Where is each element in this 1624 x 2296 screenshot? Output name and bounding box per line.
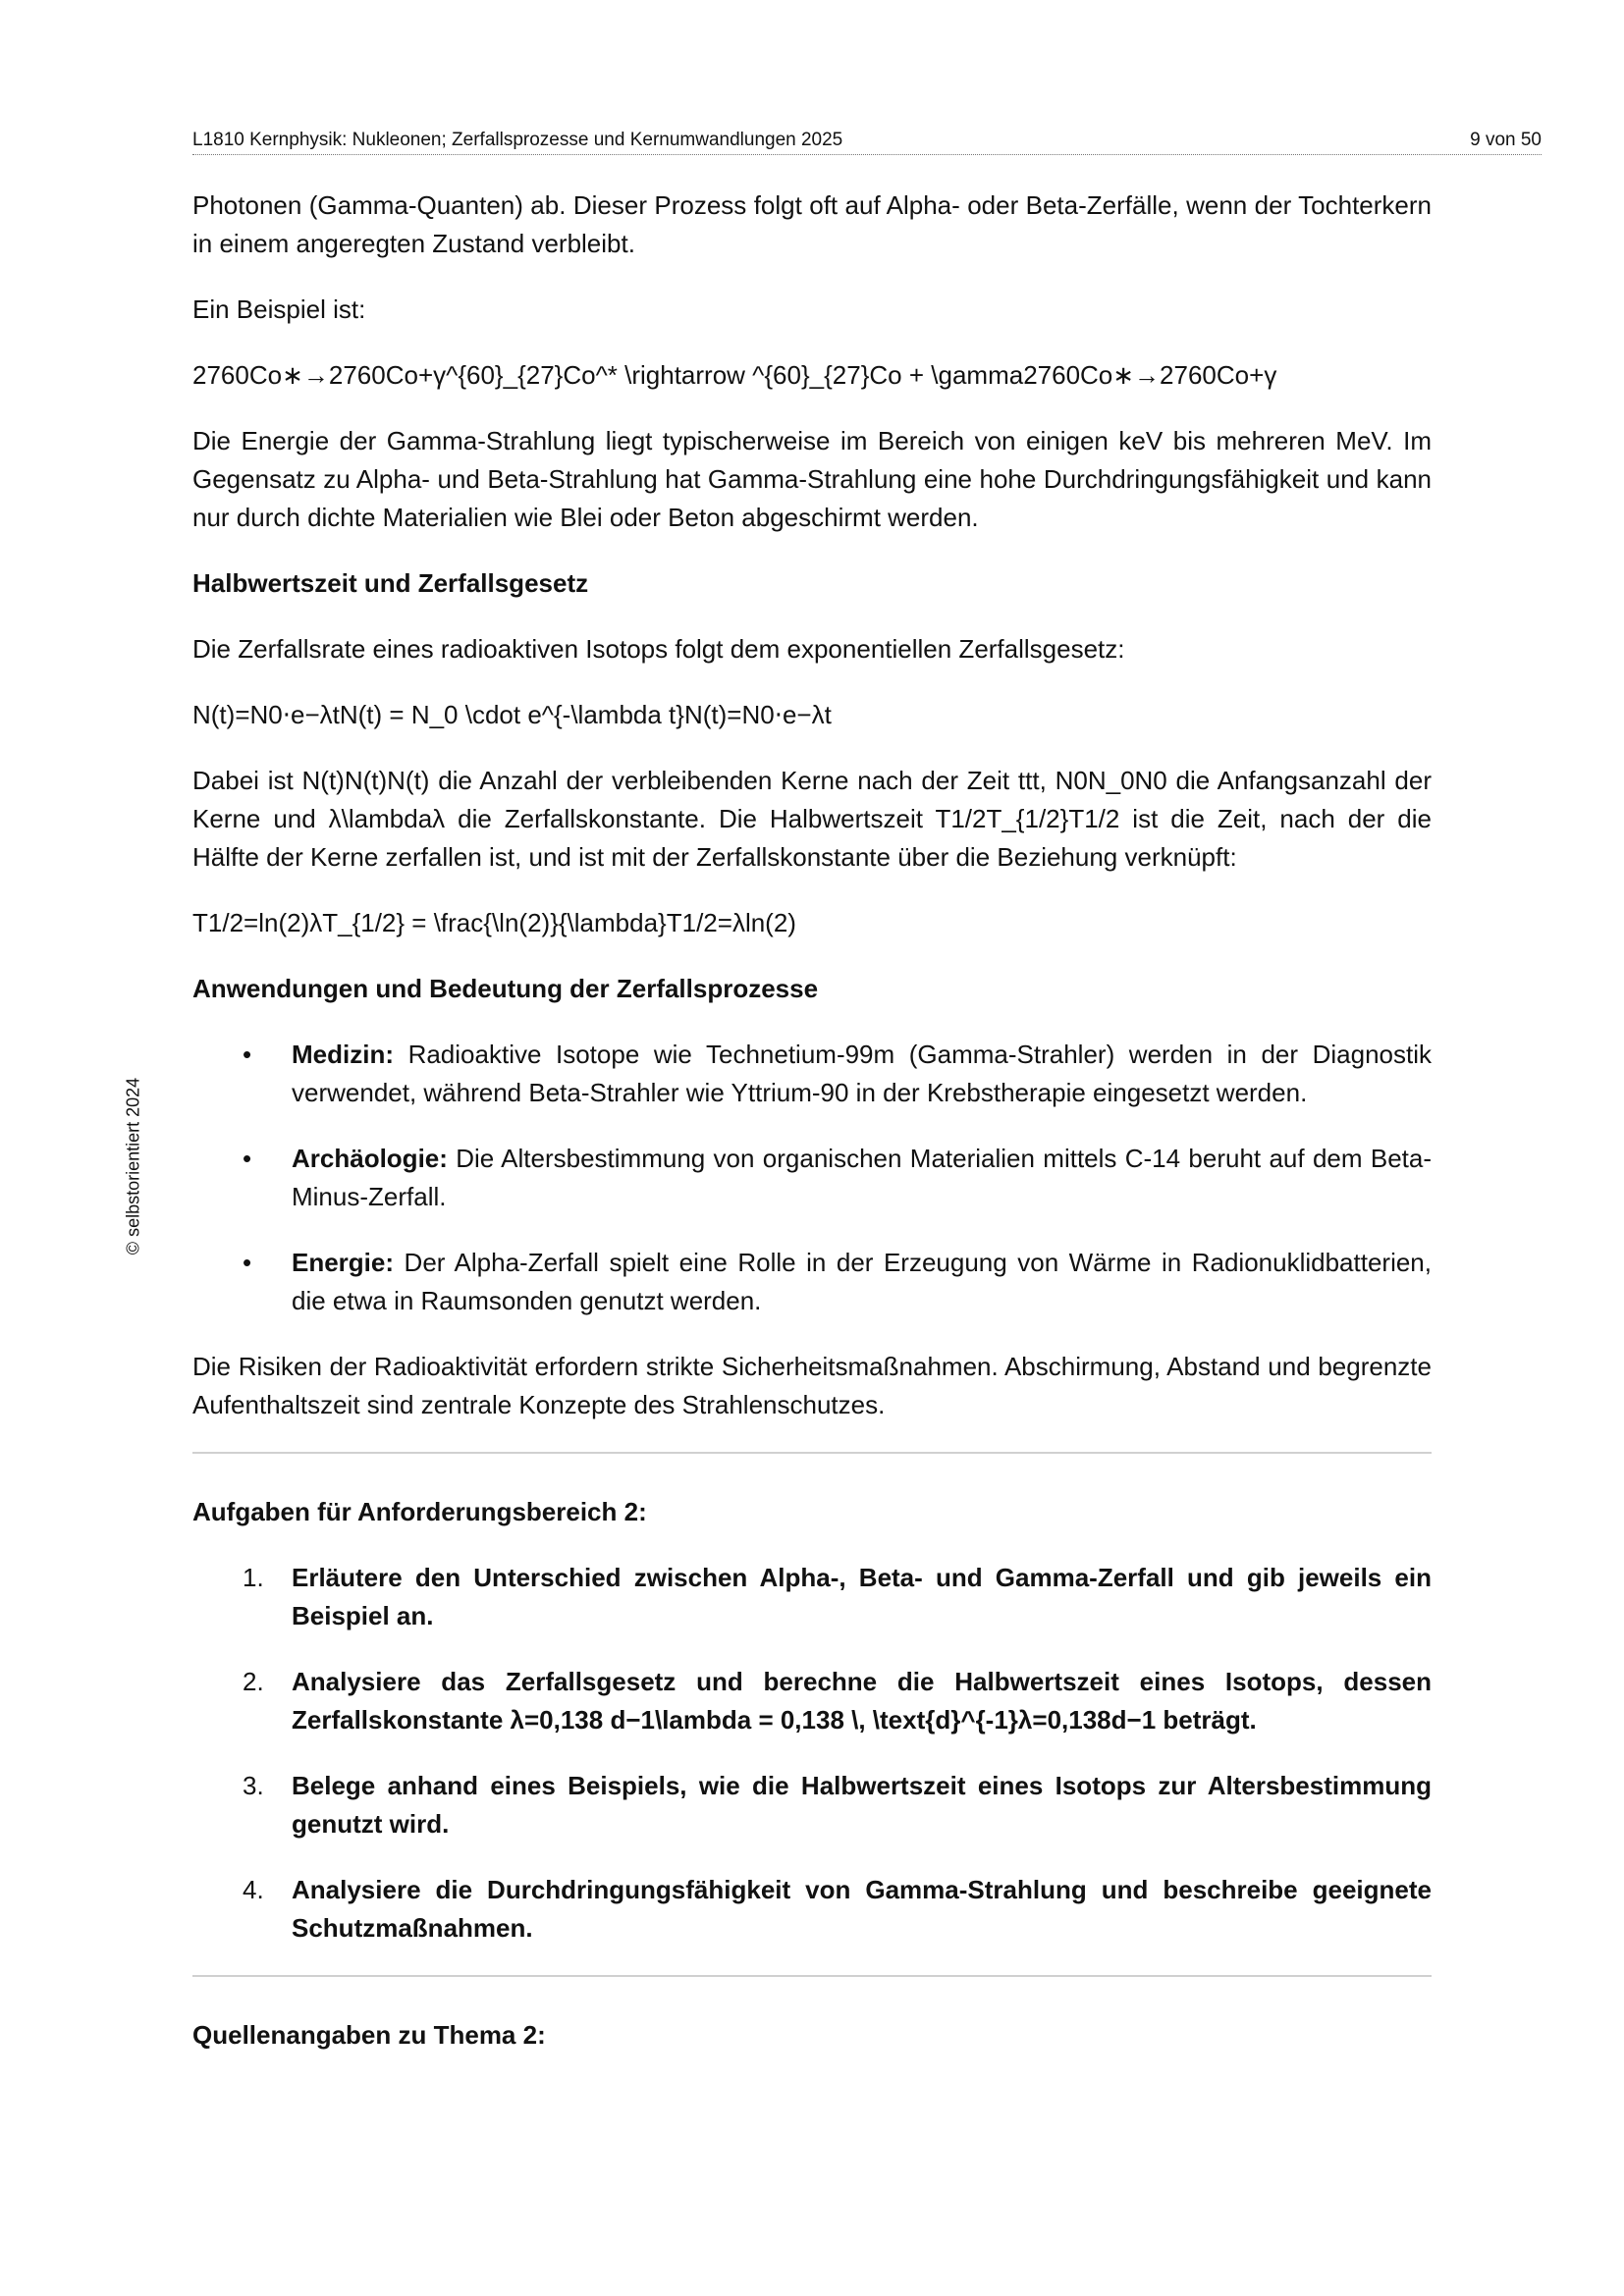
list-item — [192, 1244, 1432, 1320]
paragraph-example-label: Ein Beispiel ist: — [192, 294, 366, 324]
paragraph-decay-law-explanation: Dabei ist N(t)N(t)N(t) die Anzahl der verbleibenden Kerne nach der Zeit ttt, N0N_0N0 die Anfangsanzahl der Kerne und λ\lambdaλ die Zerfallskonstante. Die Halbwertszeit T1/2T_{1/2}T1/2 ist die Zeit, nach der die Hälfte der Kerne zerfallen ist, und ist mit der Zerfallskonstante über die Beziehung verknüpft: — [192, 766, 1432, 872]
task-item — [192, 1663, 1432, 1739]
formula-gamma-decay: 2760Co∗→2760Co+γ^{60}_{27}Co^* \rightarrow ^{60}_{27}Co + \gamma2760Co∗→2760Co+γ — [192, 360, 1277, 390]
page-content — [192, 187, 1432, 2082]
list-item-text: Radioaktive Isotope wie Technetium-99m (Gamma-Strahler) werden in der Diagnostik verwendet, während Beta-Strahler wie Yttrium-90 in der Krebstherapie eingesetzt werden. — [292, 1040, 1432, 1107]
formula-decay-law: N(t)=N0⋅e−λtN(t) = N_0 \cdot e^{-\lambda t}N(t)=N0⋅e−λt — [192, 700, 832, 729]
list-item-label: Medizin: — [292, 1040, 394, 1069]
bullet-icon: • — [243, 1248, 252, 1277]
task-number: 4. — [243, 1875, 264, 1904]
list-item-text: Die Altersbestimmung von organischen Materialien mittels C-14 beruht auf dem Beta-Minus-Zerfall. — [292, 1144, 1432, 1211]
task-item — [192, 1559, 1432, 1635]
applications-list — [192, 1036, 1432, 1320]
heading-half-life: Halbwertszeit und Zerfallsgesetz — [192, 568, 589, 598]
list-item-label: Energie: — [292, 1248, 395, 1277]
section-divider — [192, 1975, 1432, 1977]
header-title: L1810 Kernphysik: Nukleonen; Zerfallsprozesse und Kernumwandlungen 2025 — [192, 130, 843, 150]
tasks-list — [192, 1559, 1432, 1948]
task-number: 2. — [243, 1667, 264, 1696]
task-item — [192, 1871, 1432, 1948]
task-item — [192, 1767, 1432, 1843]
list-item — [192, 1036, 1432, 1112]
bullet-icon: • — [243, 1144, 252, 1173]
bullet-icon: • — [243, 1040, 252, 1069]
paragraph-gamma-energy: Die Energie der Gamma-Strahlung liegt typischerweise im Bereich von einigen keV bis mehreren MeV. Im Gegensatz zu Alpha- und Beta-Strahlung hat Gamma-Strahlung eine hohe Durchdringungsfähigkeit und kann nur durch dichte Materialien wie Blei oder Beton abgeschirmt werden. — [192, 426, 1432, 532]
heading-sources: Quellenangaben zu Thema 2: — [192, 2020, 546, 2050]
copyright-note: © selbstorientiert 2024 — [123, 1077, 143, 1255]
heading-applications: Anwendungen und Bedeutung der Zerfallsprozesse — [192, 974, 819, 1003]
list-item-text: Der Alpha-Zerfall spielt eine Rolle in der Erzeugung von Wärme in Radionuklidbatterien, die etwa in Raumsonden genutzt werden. — [292, 1248, 1432, 1315]
paragraph-gamma-intro: Photonen (Gamma-Quanten) ab. Dieser Prozess folgt oft auf Alpha- oder Beta-Zerfälle, wenn der Tochterkern in einem angeregten Zustand verbleibt. — [192, 190, 1432, 258]
task-number: 1. — [243, 1563, 264, 1592]
page-number: 9 von 50 — [1470, 130, 1542, 150]
task-number: 3. — [243, 1771, 264, 1800]
task-text: Analysiere das Zerfallsgesetz und berechne die Halbwertszeit eines Isotops, dessen Zerfallskonstante λ=0,138 d−1\lambda = 0,138 \, \text{d}^{-1}λ=0,138d−1 beträgt. — [292, 1667, 1432, 1735]
task-text: Erläutere den Unterschied zwischen Alpha-, Beta- und Gamma-Zerfall und gib jeweils ein Beispiel an. — [292, 1563, 1432, 1630]
heading-tasks: Aufgaben für Anforderungsbereich 2: — [192, 1497, 647, 1526]
paragraph-decay-law-intro: Die Zerfallsrate eines radioaktiven Isotops folgt dem exponentiellen Zerfallsgesetz: — [192, 634, 1125, 664]
list-item — [192, 1140, 1432, 1216]
formula-half-life: T1/2=ln⁡(2)λT_{1/2} = \frac{\ln(2)}{\lambda}T1/2=λln(2) — [192, 908, 796, 937]
list-item-label: Archäologie: — [292, 1144, 448, 1173]
task-text: Analysiere die Durchdringungsfähigkeit von Gamma-Strahlung und beschreibe geeignete Schutzmaßnahmen. — [292, 1875, 1432, 1943]
task-text: Belege anhand eines Beispiels, wie die Halbwertszeit eines Isotops zur Altersbestimmung genutzt wird. — [292, 1771, 1432, 1839]
paragraph-radiation-protection: Die Risiken der Radioaktivität erfordern strikte Sicherheitsmaßnahmen. Abschirmung, Abstand und begrenzte Aufenthaltszeit sind zentrale Konzepte des Strahlenschutzes. — [192, 1352, 1432, 1419]
page-header — [192, 130, 1542, 155]
section-divider — [192, 1452, 1432, 1454]
